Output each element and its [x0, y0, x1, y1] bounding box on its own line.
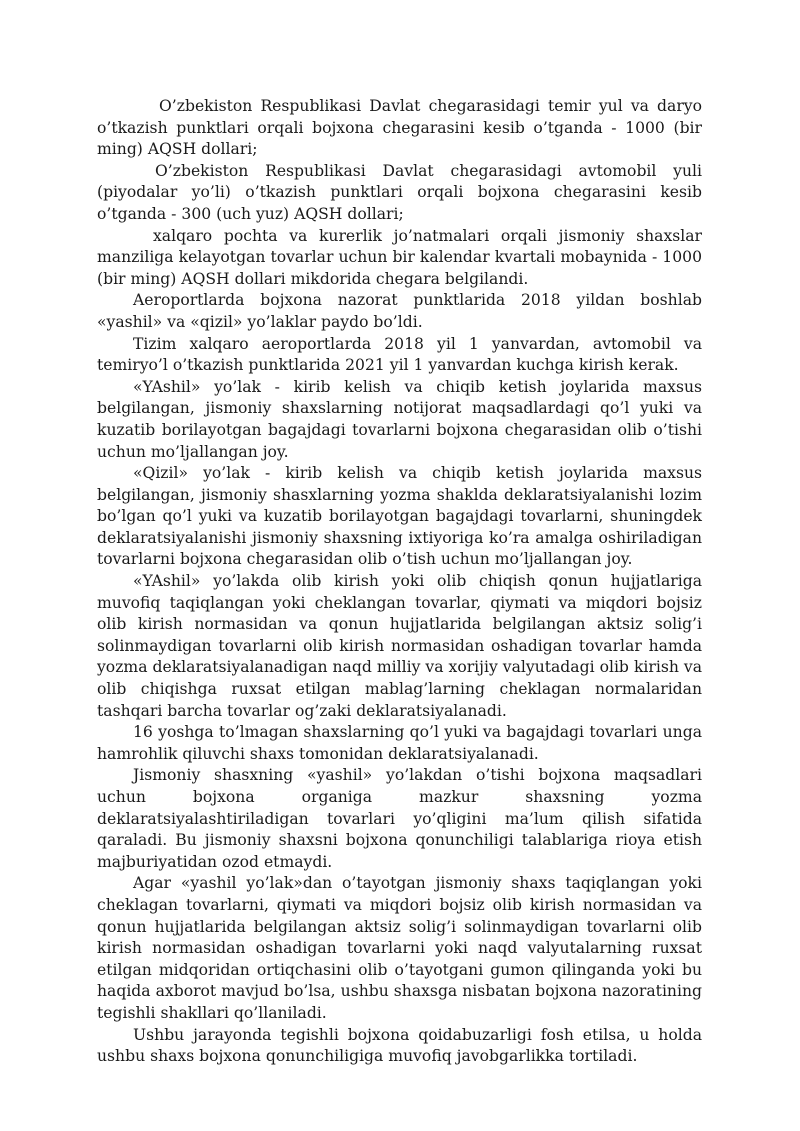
paragraph-rail-river-limit: O’zbekiston Respublikasi Davlat chegarasidagi temir yul va daryo o’tkazish punktlari orqali bojxona chegarasini kesib o’tganda - 1000 (bir ming) AQSH dollari; [97, 97, 702, 159]
paragraph-minors-declaration: 16 yoshga to’lmagan shaxslarning qo’l yuki va bagajdagi tovarlari unga hamrohlik qiluvchi shaxs tomonidan deklaratsiyalanadi. [97, 723, 702, 763]
paragraph-airport-lanes: Aeroportlarda bojxona nazorat punktlarida 2018 yildan boshlab «yashil» va «qizil» yo’laklar paydo bo’ldi. [97, 291, 702, 331]
paragraph-system-dates: Tizim xalqaro aeroportlarda 2018 yil 1 yanvardan, avtomobil va temiryo’l o’tkazish punktlarida 2021 yil 1 yanvardan kuchga kirish kerak. [97, 334, 702, 375]
paragraph-liability: Ushbu jarayonda tegishli bojxona qoidabuzarligi fosh etilsa, u holda ushbu shaxs bojxona qonunchiligiga muvofiq javobgarlikka tortiladi. [97, 1025, 702, 1066]
paragraph-suspicion-control: Agar «yashil yo’lak»dan o’tayotgan jismoniy shaxs taqiqlangan yoki cheklagan tovarlarni, qiymati va miqdori bojsiz olib kirish normasidan va qonun hujjatlarida belgilangan aktsiz solig’i solinmaydigan tovarlarni olib kirish normasidan oshadigan tovarlarni yoki naqd valyutalarning ruxsat etilgan midqoridan ortiqchasini olib o’tayotgani gumon qilinganda yoki bu haqida axborot mavjud bo’lsa, ushbu shaxsga nisbatan bojxona nazoratining tegishli shakllari qo’llaniladi. [97, 874, 702, 1022]
paragraph-green-lane-oral-declaration: «YAshil» yo’lakda olib kirish yoki olib chiqish qonun hujjatlariga muvofiq taqiqlangan yoki cheklangan tovarlar, qiymati va miqdori bojsiz olib kirish normasidan va qonun hujjatlarida belgilangan aktsiz solig’i solinmaydigan tovarlarni olib kirish normasidan oshadigan tovarlar hamda yozma deklaratsiyalanadigan naqd milliy va xorijiy valyutadagi olib kirish va olib chiqishga ruxsat etilgan mablag’larning cheklagan normalaridan tashqari barcha tovarlar og’zaki deklaratsiyalanadi. [97, 572, 702, 720]
paragraph-road-limit: O’zbekiston Respublikasi Davlat chegarasidagi avtomobil yuli (piyodalar yo’li) o’tkazish punktlari orqali bojxona chegarasini kesib o’tganda - 300 (uch yuz) AQSH dollari; [97, 161, 702, 223]
paragraph-postal-limit: xalqaro pochta va kurerlik jo’natmalari orqali jismoniy shaxslar manziliga kelayotgan tovarlar uchun bir kalendar kvartali mobaynida - 1000 (bir ming) AQSH dollari mikdorida chegara belgilandi. [97, 226, 702, 288]
document-page [97, 96, 702, 1068]
paragraph-green-lane-definition: «YAshil» yo’lak - kirib kelish va chiqib ketish joylarida maxsus belgilangan, jismoniy shaxslarning notijorat maqsadlardagi qo’l yuki va kuzatib borilayotgan bagajdagi tovarlarni bojxona chegarasidan olib o’tishi uchun mo’ljallangan joy. [97, 377, 702, 461]
paragraph-red-lane-definition: «Qizil» yo’lak - kirib kelish va chiqib ketish joylarida maxsus belgilangan, jismoniy shasxlarning yozma shaklda deklaratsiyalanishi lozim bo’lgan qo’l yuki va kuzatib borilayotgan bagajdagi tovarlarni, shuningdek deklaratsiyalanishi jismoniy shaxsning ixtiyoriga ko’ra amalga oshiriladigan tovarlarni bojxona chegarasidan olib o’tish uchun mo’ljallangan joy. [97, 464, 702, 569]
paragraph-green-lane-meaning: Jismoniy shasxning «yashil» yo’lakdan o’tishi bojxona maqsadlari uchun bojxona organiga mazkur shaxsning yozma deklaratsiyalashtiriladigan tovarlari yo’qligini ma’lum qilish sifatida qaraladi. Bu jismoniy shaxsni bojxona qonunchiligi talablariga rioya etish majburiyatidan ozod etmaydi. [97, 766, 702, 871]
